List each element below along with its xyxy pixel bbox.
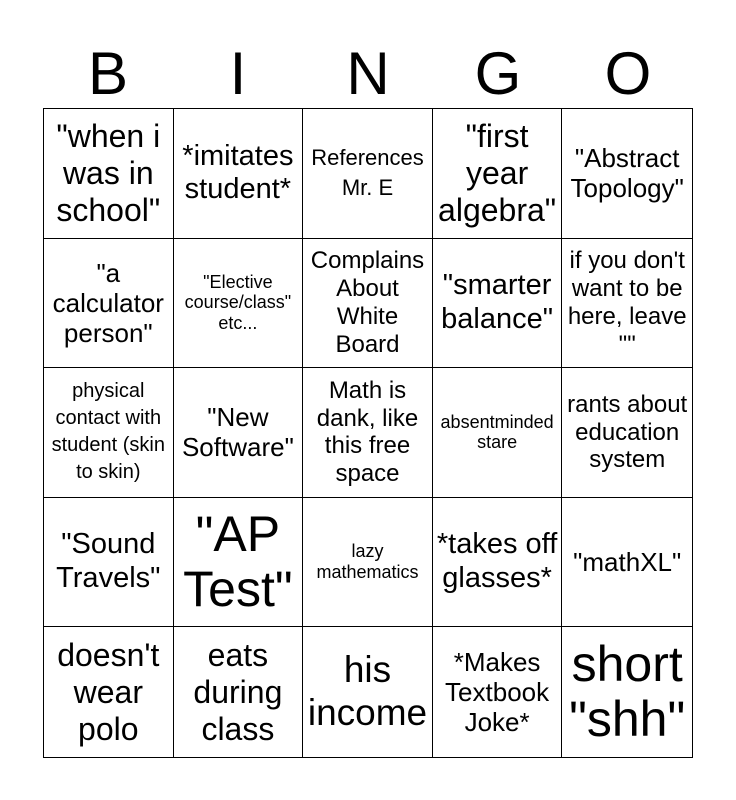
bingo-cell[interactable] xyxy=(303,627,433,757)
bingo-cell-text: *takes off glasses* xyxy=(436,528,558,595)
bingo-cell-text: "New Software" xyxy=(181,402,294,463)
bingo-cell[interactable] xyxy=(562,239,692,369)
bingo-cell-text: "mathXL" xyxy=(573,547,682,578)
bingo-cell[interactable] xyxy=(303,239,433,369)
bingo-cell-text: short "shh" xyxy=(569,636,686,748)
bingo-cell[interactable] xyxy=(303,109,433,239)
bingo-cell[interactable] xyxy=(174,368,304,498)
bingo-cell[interactable] xyxy=(44,239,174,369)
bingo-cell-text: if you don't want to be here, leave "" xyxy=(567,247,687,358)
bingo-cell-text: "a calculator person" xyxy=(52,257,164,348)
bingo-cell[interactable] xyxy=(44,498,174,628)
bingo-cell[interactable] xyxy=(433,368,563,498)
bingo-cell-text: "Sound Travels" xyxy=(56,528,161,595)
bingo-cell[interactable] xyxy=(44,368,174,498)
bingo-cell[interactable] xyxy=(433,109,563,239)
bingo-cell-text: Math is dank, like this free space xyxy=(316,376,419,488)
bingo-cell[interactable] xyxy=(433,239,563,369)
bingo-cell-text: *Makes Textbook Joke* xyxy=(445,646,550,738)
header-letter-o: O xyxy=(604,40,652,107)
bingo-cell[interactable] xyxy=(303,498,433,628)
header-letter-b: B xyxy=(87,40,129,107)
bingo-cell[interactable] xyxy=(562,109,692,239)
bingo-cell[interactable] xyxy=(303,368,433,498)
bingo-cell[interactable] xyxy=(174,239,304,369)
bingo-cell-text: "AP Test" xyxy=(183,506,293,618)
header-letter-g: G xyxy=(474,40,522,107)
bingo-cell-text: "when i was in school" xyxy=(56,117,161,228)
bingo-cell[interactable] xyxy=(44,627,174,757)
bingo-cell-text: "Elective course/class" etc... xyxy=(184,271,292,334)
header-letter-n: N xyxy=(346,40,390,107)
bingo-cell-text: Complains About White Board xyxy=(310,247,425,358)
bingo-cell[interactable] xyxy=(174,498,304,628)
bingo-cell[interactable] xyxy=(44,109,174,239)
header-letter-i: I xyxy=(229,40,247,107)
bingo-cell-text: *imitates student* xyxy=(182,139,294,206)
bingo-cell-text: his income xyxy=(307,649,428,734)
bingo-cell-text: physical contact with student (skin to skin) xyxy=(51,380,165,484)
bingo-cell-text: "Abstract Topology" xyxy=(570,143,684,204)
bingo-cell[interactable] xyxy=(562,368,692,498)
bingo-cell[interactable] xyxy=(174,627,304,757)
bingo-cell-text: rants about education system xyxy=(567,390,688,474)
bingo-cell-text: doesn't wear polo xyxy=(57,636,160,747)
bingo-cell[interactable] xyxy=(433,627,563,757)
bingo-header xyxy=(43,40,693,108)
bingo-cell-text: eats during class xyxy=(193,636,283,747)
bingo-cell-text: "smarter balance" xyxy=(441,269,554,335)
bingo-cell[interactable] xyxy=(433,498,563,628)
bingo-cell-text: absentminded stare xyxy=(440,411,554,453)
bingo-cell-text: "first year algebra" xyxy=(438,117,557,228)
bingo-cell[interactable] xyxy=(174,109,304,239)
bingo-cell[interactable] xyxy=(562,627,692,757)
bingo-cell[interactable] xyxy=(562,498,692,628)
bingo-board xyxy=(43,108,693,758)
bingo-cell-text: lazy mathematics xyxy=(316,541,419,583)
bingo-cell-text: References Mr. E xyxy=(311,144,424,201)
